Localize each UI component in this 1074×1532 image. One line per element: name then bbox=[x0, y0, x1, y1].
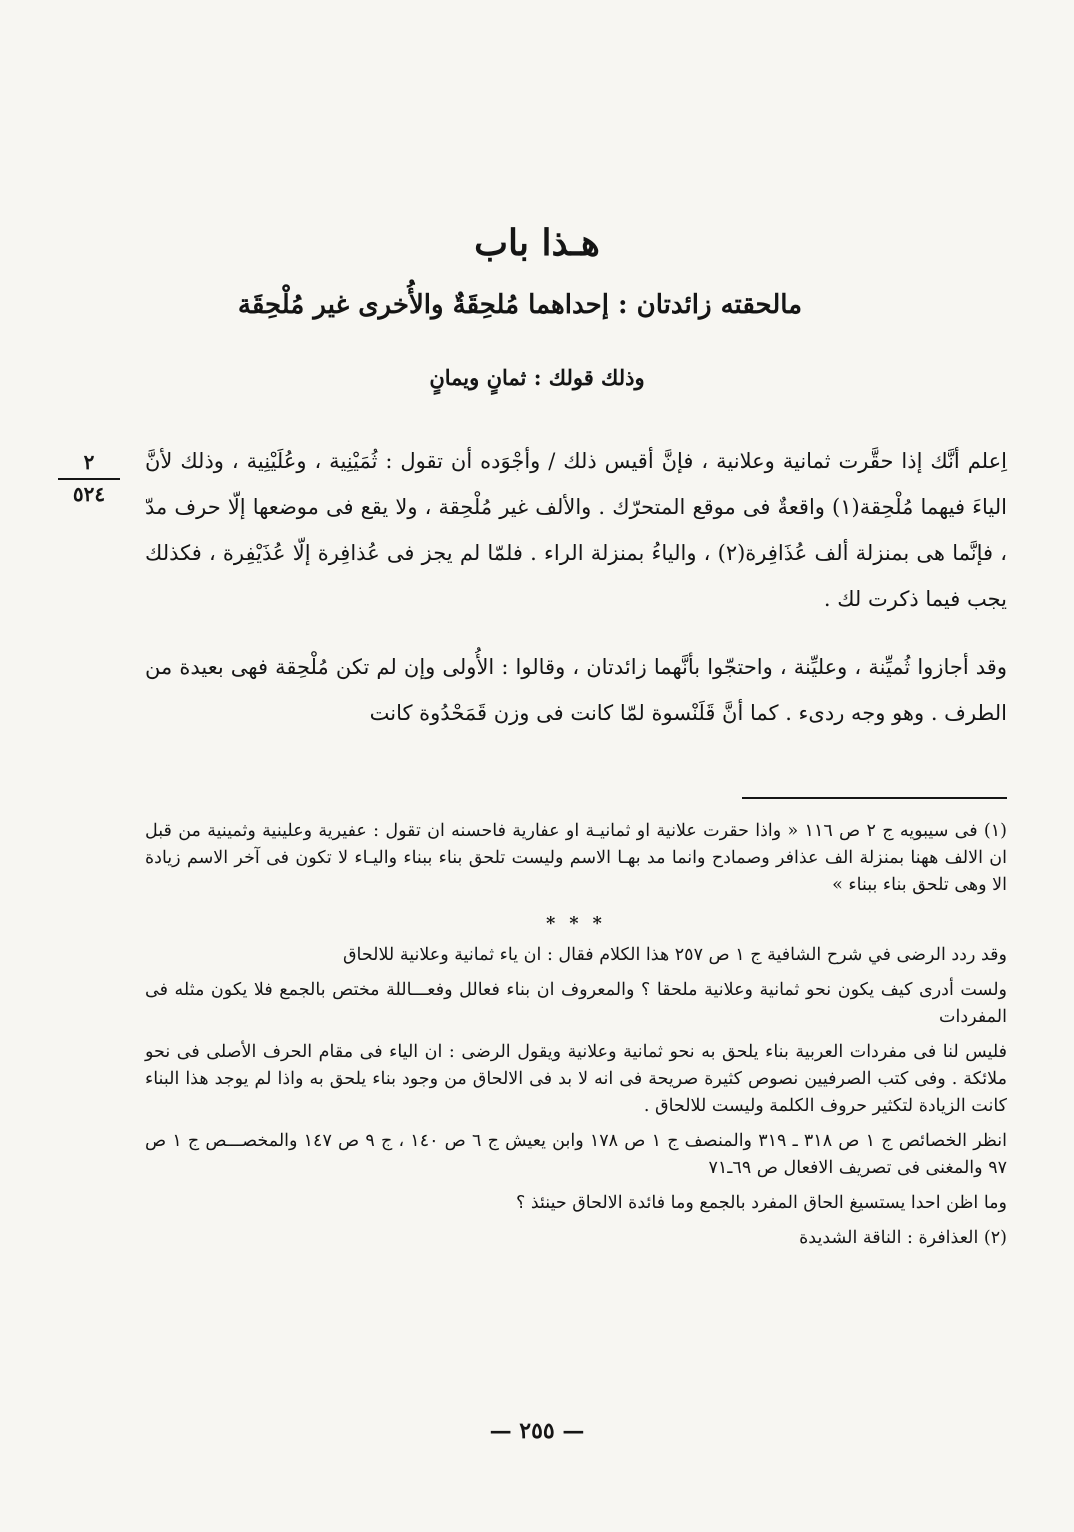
footnote-divider bbox=[742, 797, 1007, 799]
chapter-intro: وذلك قولك : ثمانٍ ويمانٍ bbox=[429, 365, 645, 390]
footnote-paragraph-2: وقد ردد الرضى في شرح الشافية ج ١ ص ٢٥٧ هذا الكلام فقال : ان ياء ثمانية وعلانية للالحاق bbox=[342, 945, 1007, 965]
chapter-title: هـذا باب bbox=[474, 222, 600, 264]
margin-ref-volume: ٢ bbox=[58, 448, 120, 480]
chapter-subtitle: مالحقته زائدتان : إحداهما مُلحِقَةٌ والأُخرى غير مُلْحِقَة bbox=[237, 290, 803, 320]
footnote-2: (٢) العذافرة : الناقة الشديدة bbox=[799, 1228, 1007, 1248]
margin-reference bbox=[58, 448, 120, 508]
footnotes bbox=[145, 818, 1007, 1260]
body-paragraph-1: اِعلم أنَّك إذا حقَّرت ثمانية وعلانية ، فإنَّ أقيس ذلك / وأجْوَده أن تقول : ثُمَيْنِية ، وعُلَيْنِية ، وذلك لأنَّ الياءَ فيهما مُلْحِقة(١) واقعةٌ فى موقع المتحرّك . والألف غير مُلْحِقة ، ولا يقع فى موضعها إلّا حرف مدّ ، فإنَّما هى بمنزلة ألف عُذَافِرة(٢) ، والياءُ بمنزلة الراء . فلمّا لم يجز فى عُذافِرة إلّا عُذَيْفِرة ، فكذلك يجب فيما ذكرت لك . bbox=[145, 449, 1007, 611]
page-number: — ٢٥٥ — bbox=[489, 1418, 585, 1444]
footnote-paragraph-3: ولست أدرى كيف يكون نحو ثمانية وعلانية ملحقا ؟ والمعروف ان بناء فعالل وفعـــاللة مختص بالجمع فلا يكون مثله فى المفردات bbox=[145, 980, 1007, 1027]
footnote-paragraph-4: فليس لنا فى مفردات العربية بناء يلحق به نحو ثمانية وعلانية ويقول الرضى : ان الياء فى مقام الحرف الأصلى فى نحو ملائكة . وفى كتب الصرفيين نصوص كثيرة صريحة فى انه لا بد فى الالحاق من وجود بناء يلحق به واذا لم يوجد هذا البناء كانت الزيادة لتكثير حروف الكلمة وليست للالحاق . bbox=[145, 1042, 1007, 1116]
section-stars: * * * bbox=[546, 914, 606, 934]
body-paragraph-2: وقد أجازوا ثُميِّنة ، وعليِّنة ، واحتجّوا بأنَّهما زائدتان ، وقالوا : الأُولى وإن لم تكن مُلْحِقة فهى بعيدة من الطرف . وهو وجه ردىء . كما أنَّ قَلَنْسوة لمّا كانت فى وزن قَمَحْدُوة كانت bbox=[145, 655, 1007, 725]
footnote-1: (١) فى سيبويه ج ٢ ص ١١٦ « واذا حقرت علانية او ثمانيـة او عفارية فاحسنه ان تقول : عفيرية وعلينية وثمينية من قبل ان الالف ههنا بمنزلة الف عذافر وصمادح وانما مد بهـا الاسم وليست تلحق بناء ببناء واليـاء لا تكون فى آخر الاسم زيادة الا وهى تلحق بناء ببناء » bbox=[145, 821, 1007, 895]
footnote-paragraph-5: انظر الخصائص ج ١ ص ٣١٨ ـ ٣١٩ والمنصف ج ١ ص ١٧٨ وابن يعيش ج ٦ ص ١٤٠ ، ج ٩ ص ١٤٧ والمخصـــص ج ١ ص ٩٧ والمغنى فى تصريف الافعال ص ٦٩ـ٧١ bbox=[145, 1131, 1007, 1178]
main-text bbox=[145, 438, 1007, 758]
footnote-paragraph-6: وما اظن احدا يستسيغ الحاق المفرد بالجمع وما فائدة الالحاق حينئذ ؟ bbox=[515, 1193, 1007, 1213]
margin-ref-page: ٥٢٤ bbox=[72, 482, 106, 506]
